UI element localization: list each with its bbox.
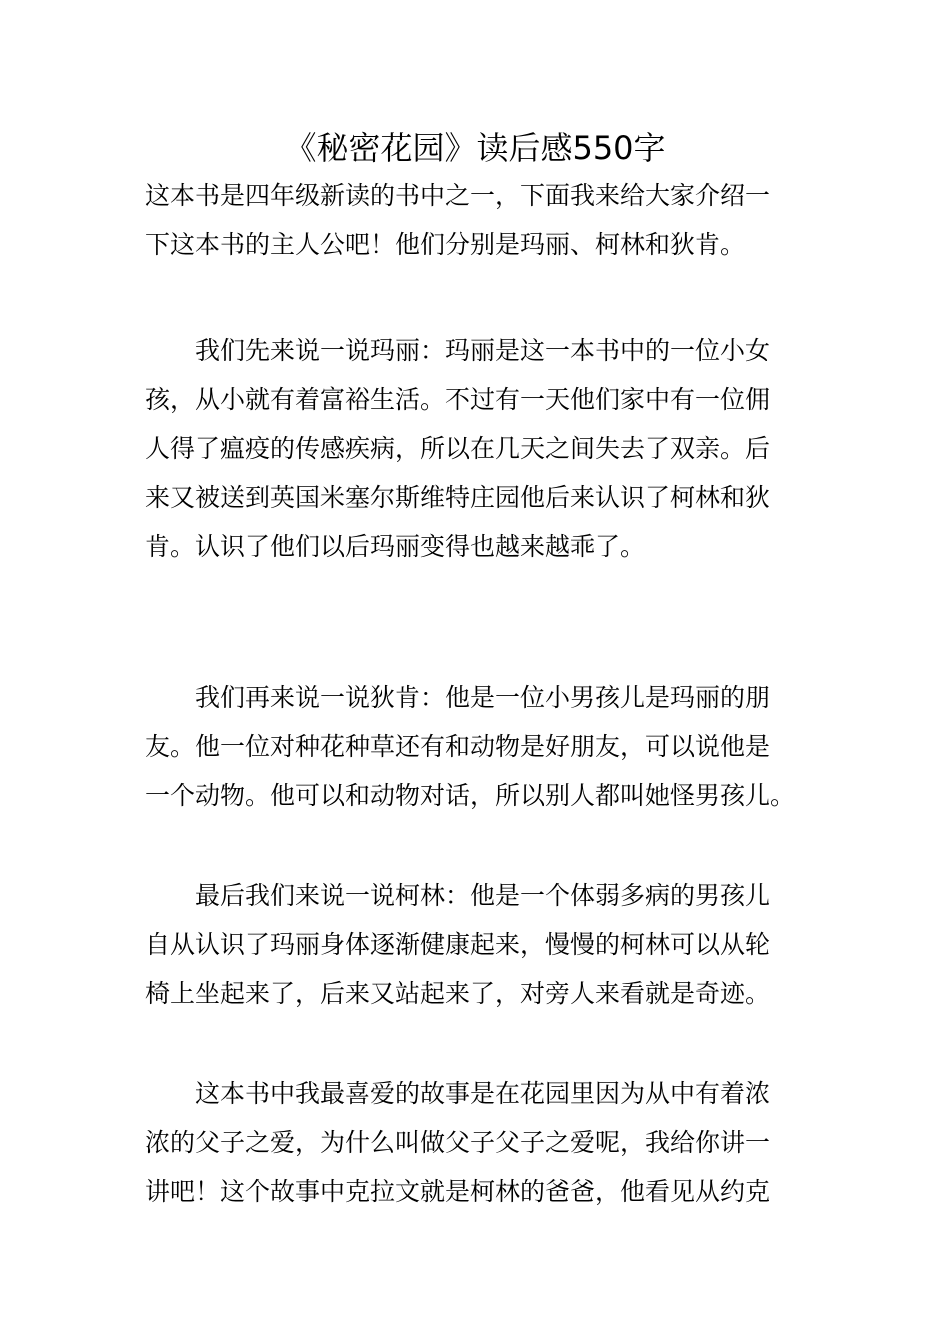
text-line: 友。他一位对种花种草还有和动物是好朋友，可以说他是 [145,732,771,761]
text-line: 讲吧！这个故事中克拉文就是柯林的爸爸，他看见从约克 [145,1177,771,1206]
text-line: 最后我们来说一说柯林：他是一个体弱多病的男孩儿 [145,881,771,910]
text-line: 下这本书的主人公吧！他们分别是玛丽、柯林和狄肯。 [145,230,746,259]
text-line: 孩，从小就有着富裕生活。不过有一天他们家中有一位佣 [145,385,771,414]
text-line: 自从认识了玛丽身体逐渐健康起来，慢慢的柯林可以从轮 [145,930,771,959]
text-line: 这本书是四年级新读的书中之一，下面我来给大家介绍一 [145,181,771,210]
text-line: 肯。认识了他们以后玛丽变得也越来越乖了。 [145,532,646,561]
text-line: 浓的父子之爱，为什么叫做父子父子之爱呢，我给你讲一 [145,1128,771,1157]
text-line: 人得了瘟疫的传感疾病，所以在几天之间失去了双亲。后 [145,434,771,463]
text-line: 一个动物。他可以和动物对话，所以别人都叫她怪男孩儿。 [145,781,796,810]
document-title: 《秘密花园》读后感550字 [284,129,666,167]
text-line: 我们先来说一说玛丽：玛丽是这一本书中的一位小女 [145,336,771,365]
text-line: 我们再来说一说狄肯：他是一位小男孩儿是玛丽的朋 [145,683,771,712]
text-line: 椅上坐起来了，后来又站起来了，对旁人来看就是奇迹。 [145,979,771,1008]
text-line: 来又被送到英国米塞尔斯维特庄园他后来认识了柯林和狄 [145,483,771,512]
text-line: 这本书中我最喜爱的故事是在花园里因为从中有着浓 [145,1079,771,1108]
